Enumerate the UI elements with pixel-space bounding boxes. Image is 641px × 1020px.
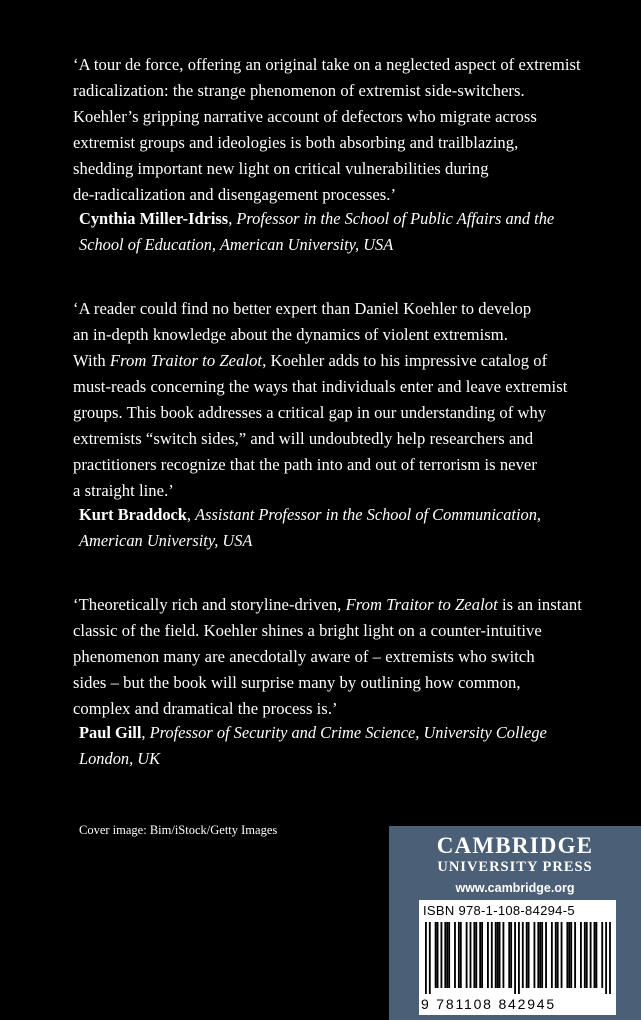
endorser-role: Professor of Security and Crime Science, University College — [149, 723, 547, 742]
barcode-bar — [481, 922, 483, 988]
barcode-bar — [539, 922, 541, 988]
barcode-bar — [425, 922, 427, 994]
endorser-name: Kurt Braddock — [79, 505, 187, 524]
isbn-label: ISBN 978-1-108-84294-5 — [423, 903, 575, 918]
publisher-logo-name: CAMBRIDGE — [436, 833, 594, 858]
barcode-bar — [601, 922, 603, 988]
endorser-role: London, UK — [79, 749, 161, 768]
barcode-bar — [522, 922, 524, 988]
endorser-role: American University, USA — [79, 531, 253, 550]
barcode-bar — [518, 922, 520, 994]
endorsement-3 — [73, 592, 614, 772]
barcode-bar — [609, 922, 611, 994]
endorsement-quote: ‘Theoretically rich and storyline-driven, From Traitor to Zealot is an instant classic of the field. Koehler shines a bright light on a counter-intuitive phenomenon many are anecdotally aware of – extremists who switch sides – but the book will surprise many by outlining how common, complex and dramatical the process is.’ — [73, 595, 582, 718]
endorser-role: Assistant Professor in the School of Communication, — [195, 505, 541, 524]
barcode-bar — [497, 922, 499, 988]
endorsement-2 — [73, 296, 614, 554]
barcode-bar — [537, 922, 539, 988]
publisher-website: www.cambridge.org — [455, 881, 575, 895]
barcode-bar — [448, 922, 450, 988]
publisher-panel — [389, 826, 641, 1020]
barcode-bar — [514, 922, 516, 994]
barcode-bar — [541, 922, 543, 988]
barcode-bar — [566, 922, 568, 988]
endorser-name: Paul Gill — [79, 723, 142, 742]
barcode-bar — [557, 922, 559, 988]
barcode-digits: 9 781108 842945 — [421, 996, 556, 1012]
barcode-bar — [491, 922, 493, 988]
barcode-bar — [528, 922, 530, 988]
barcode-bar — [466, 922, 468, 988]
barcode-bar — [458, 922, 460, 988]
barcode-bar — [526, 922, 528, 988]
endorsement-attribution: Paul Gill, Professor of Security and Crime Science, University College London, UK — [79, 720, 614, 772]
barcode-bar — [555, 922, 557, 988]
endorsements — [73, 52, 614, 810]
barcode-bar — [570, 922, 572, 988]
barcode-bar — [460, 922, 462, 988]
barcode-bar — [580, 922, 582, 988]
endorsement-1 — [73, 52, 614, 258]
barcode-bar — [545, 922, 547, 988]
publisher-logo-press: UNIVERSITY PRESS — [437, 859, 593, 875]
endorser-role: School of Education, American University, USA — [79, 235, 394, 254]
barcode-bar — [596, 922, 598, 988]
barcode-bar — [584, 922, 586, 988]
endorser-name: Cynthia Miller-Idriss — [79, 209, 229, 228]
barcode-bar — [586, 922, 588, 988]
endorsement-attribution: Kurt Braddock, Assistant Professor in the School of Communication, American University, USA — [79, 502, 614, 554]
barcode-bar — [429, 922, 431, 994]
barcode-bar — [503, 922, 505, 988]
barcode-bar — [499, 922, 501, 988]
barcode-bar — [510, 922, 512, 988]
barcode-bar — [495, 922, 497, 988]
barcode-bar — [574, 922, 576, 988]
barcode-bar — [590, 922, 592, 988]
barcode-bar — [594, 922, 596, 988]
barcode-bar — [454, 922, 456, 988]
endorsement-quote: ‘A tour de force, offering an original take on a neglected aspect of extremist radicalization: the strange phenomenon of extremist side-switchers. Koehler’s gripping narrative account of defectors who migrate across extremist groups and ideologies is both absorbing and trailblazing, shedding important new light on critical vulnerabilities during de-radicalization and disengagement processes.’ — [73, 55, 581, 204]
barcode-bar — [561, 922, 563, 988]
barcode-bar — [473, 922, 475, 988]
endorsement-attribution: Cynthia Miller-Idriss, Professor in the School of Public Affairs and the School of Education, American University, USA — [79, 206, 614, 258]
book-title: From Traitor to Zealot — [109, 351, 263, 370]
cover-image-credit: Cover image: Bim/iStock/Getty Images — [79, 823, 278, 837]
barcode-bar — [435, 922, 437, 988]
barcode-bar — [534, 922, 536, 988]
barcode-bar — [437, 922, 439, 988]
barcode-bar — [551, 922, 553, 988]
isbn-barcode-box — [419, 900, 616, 1015]
endorser-role: Professor in the School of Public Affairs and the — [236, 209, 555, 228]
barcode-bar — [479, 922, 481, 988]
barcode-bar — [470, 922, 472, 988]
barcode-bar — [605, 922, 607, 994]
barcode-bar — [441, 922, 443, 988]
barcode-bar — [508, 922, 510, 988]
barcode-bar — [444, 922, 446, 988]
barcode-bar — [487, 922, 489, 988]
barcode-icon — [425, 922, 611, 994]
barcode-bar — [475, 922, 477, 988]
endorsement-quote: ‘A reader could find no better expert than Daniel Koehler to develop an in-depth knowledge about the dynamics of violent extremism. With From Traitor to Zealot, Koehler adds to his impressive catalog of must-reads concerning the ways that individuals enter and leave extremist groups. This book addresses a critical gap in our understanding of why extremists “switch sides,” and will undoubtedly help researchers and practitioners recognize that the path into and out of terrorism is never a straight line.’ — [73, 299, 568, 500]
book-title: From Traitor to Zealot — [345, 595, 498, 614]
barcode-bar — [568, 922, 570, 988]
barcode-bar — [446, 922, 448, 988]
